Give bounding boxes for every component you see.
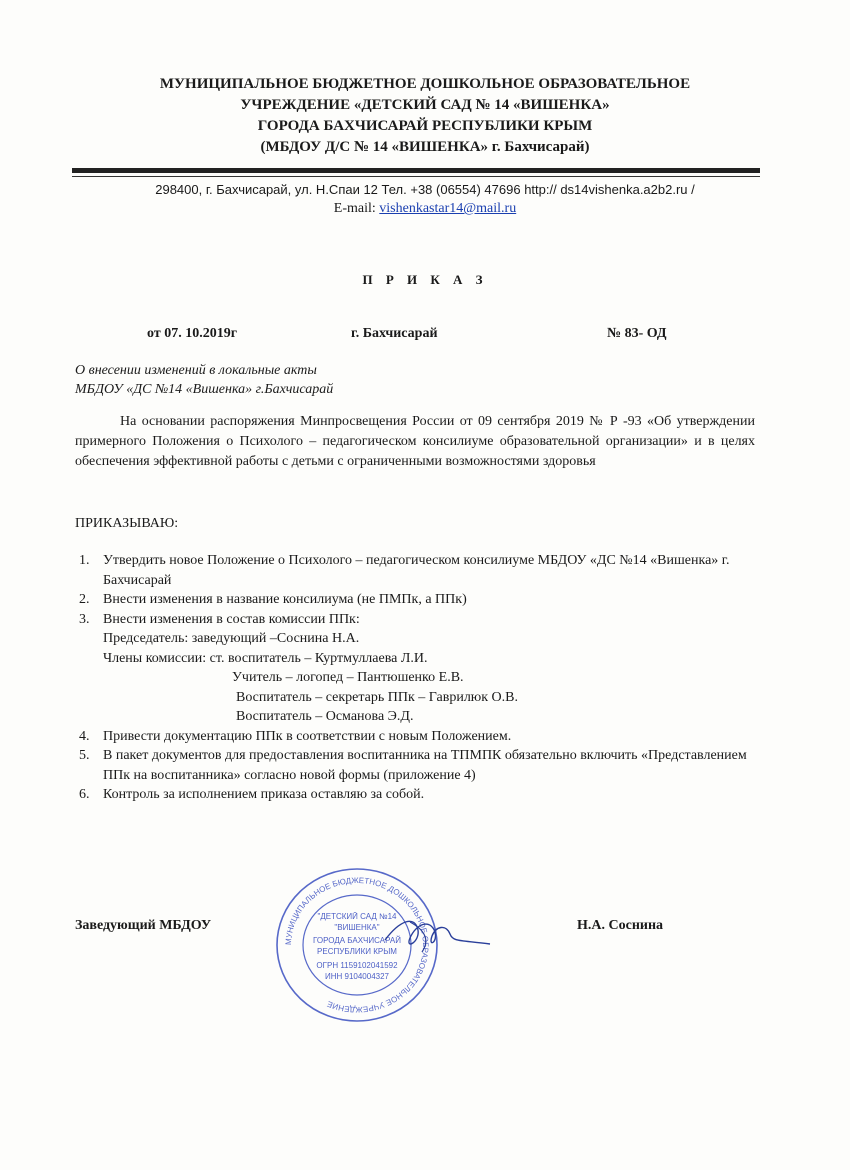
order-list [75, 551, 760, 805]
list-item [75, 551, 760, 590]
item-text: Утвердить новое Положение о Психолого – педагогическом консилиуме МБДОУ «ДС №14 «Вишенка» г. Бахчисарай [103, 553, 730, 588]
item-text: В пакет документов для предоставления воспитанника на ТПМПК обязательно включить «Представлением ППк на воспитанника» согласно новой формы (приложение 4) [103, 748, 747, 783]
list-item [75, 590, 760, 610]
commission-member-4: Воспитатель – Османова Э.Д. [236, 709, 414, 724]
commission-chair: Председатель: заведующий –Соснина Н.А. [103, 631, 360, 646]
item-text: Контроль за исполнением приказа оставляю за собой. [103, 787, 425, 802]
subject-line-2: МБДОУ «ДС №14 «Вишенка» г.Бахчисарай [75, 382, 334, 397]
order-word: ПРИКАЗЫВАЮ: [75, 516, 179, 531]
header-divider-thin [72, 176, 760, 177]
item-number: 4. [79, 728, 90, 744]
stamp-line-4: РЕСПУБЛИКИ КРЫМ [317, 947, 397, 956]
doc-basis [75, 412, 755, 472]
stamp-line-3: ГОРОДА БАХЧИСАРАЙ [313, 936, 401, 945]
subject-line-1: О внесении изменений в локальные акты [75, 363, 317, 378]
list-item [75, 746, 760, 785]
item-number: 6. [79, 787, 90, 802]
item-text: Привести документацию ППк в соответствии с новым Положением. [103, 728, 512, 744]
doc-city: г. Бахчисарай [351, 326, 438, 341]
item-text: Внести изменения в состав комиссии ППк: [103, 611, 360, 627]
handwritten-signature [380, 910, 500, 960]
item-number: 2. [79, 592, 90, 607]
doc-title: П Р И К А З [362, 272, 488, 287]
email-link[interactable]: vishenkastar14@mail.ru [379, 201, 517, 216]
stamp-line-5: ОГРН 1159102041592 [316, 961, 398, 970]
org-name-line-2: УЧРЕЖДЕНИЕ «ДЕТСКИЙ САД № 14 «ВИШЕНКА» [240, 97, 610, 113]
doc-subject [75, 361, 333, 399]
email-label: E-mail: [333, 201, 380, 216]
stamp-line-1: "ДЕТСКИЙ САД №14 [317, 912, 397, 921]
org-email-line [0, 201, 850, 217]
item-number: 5. [79, 748, 90, 763]
header-divider-thick [72, 168, 760, 173]
doc-date: от 07. 10.2019г [147, 326, 238, 341]
item-number: 3. [79, 611, 90, 627]
item-text: Внести изменения в название консилиума (не ПМПк, а ППк) [103, 592, 467, 607]
stamp-line-2: "ВИШЕНКА" [334, 923, 380, 932]
commission-member-3: Воспитатель – секретарь ППк – Гаврилюк О.В. [236, 689, 519, 705]
org-name-line-1: МУНИЦИПАЛЬНОЕ БЮДЖЕТНОЕ ДОШКОЛЬНОЕ ОБРАЗОВАТЕЛЬНОЕ [159, 76, 691, 92]
org-name-line-4: (МБДОУ Д/С № 14 «ВИШЕНКА» г. Бахчисарай) [260, 139, 590, 155]
commission-member-2: Учитель – логопед – Пантюшенко Е.В. [232, 670, 464, 685]
list-item [75, 785, 760, 805]
org-name-line-3: ГОРОДА БАХЧИСАРАЙ РЕСПУБЛИКИ КРЫМ [257, 118, 593, 134]
stamp-line-6: ИНН 9104004327 [324, 972, 390, 981]
signatory-name: Н.А. Соснина [577, 918, 664, 933]
doc-number: № 83- ОД [607, 326, 667, 341]
signatory-position: Заведующий МБДОУ [75, 918, 212, 933]
stamp-ring-text: МУНИЦИПАЛЬНОЕ БЮДЖЕТНОЕ ДОШКОЛЬНОЕ ОБРАЗОВАТЕЛЬНОЕ УЧРЕЖДЕНИЕ [283, 875, 431, 1015]
commission-members: Члены комиссии: ст. воспитатель – Куртмуллаева Л.И. [103, 650, 428, 666]
list-item [75, 610, 760, 727]
basis-paragraph: На основании распоряжения Минпросвещения России от 09 сентября 2019 № Р -93 «Об утверждении примерного Положения о Психолого – педагогическом консилиуме образовательной организации» и в целях обеспечения эффективной работы с детьми с ограниченными возможностями здоровья [75, 414, 755, 469]
org-address: 298400, г. Бахчисарай, ул. Н.Спаи 12 Тел. +38 (06554) 47696 http:// ds14vishenka.a2b2.ru / [155, 182, 695, 197]
item-number: 1. [79, 553, 90, 568]
list-item [75, 727, 760, 747]
